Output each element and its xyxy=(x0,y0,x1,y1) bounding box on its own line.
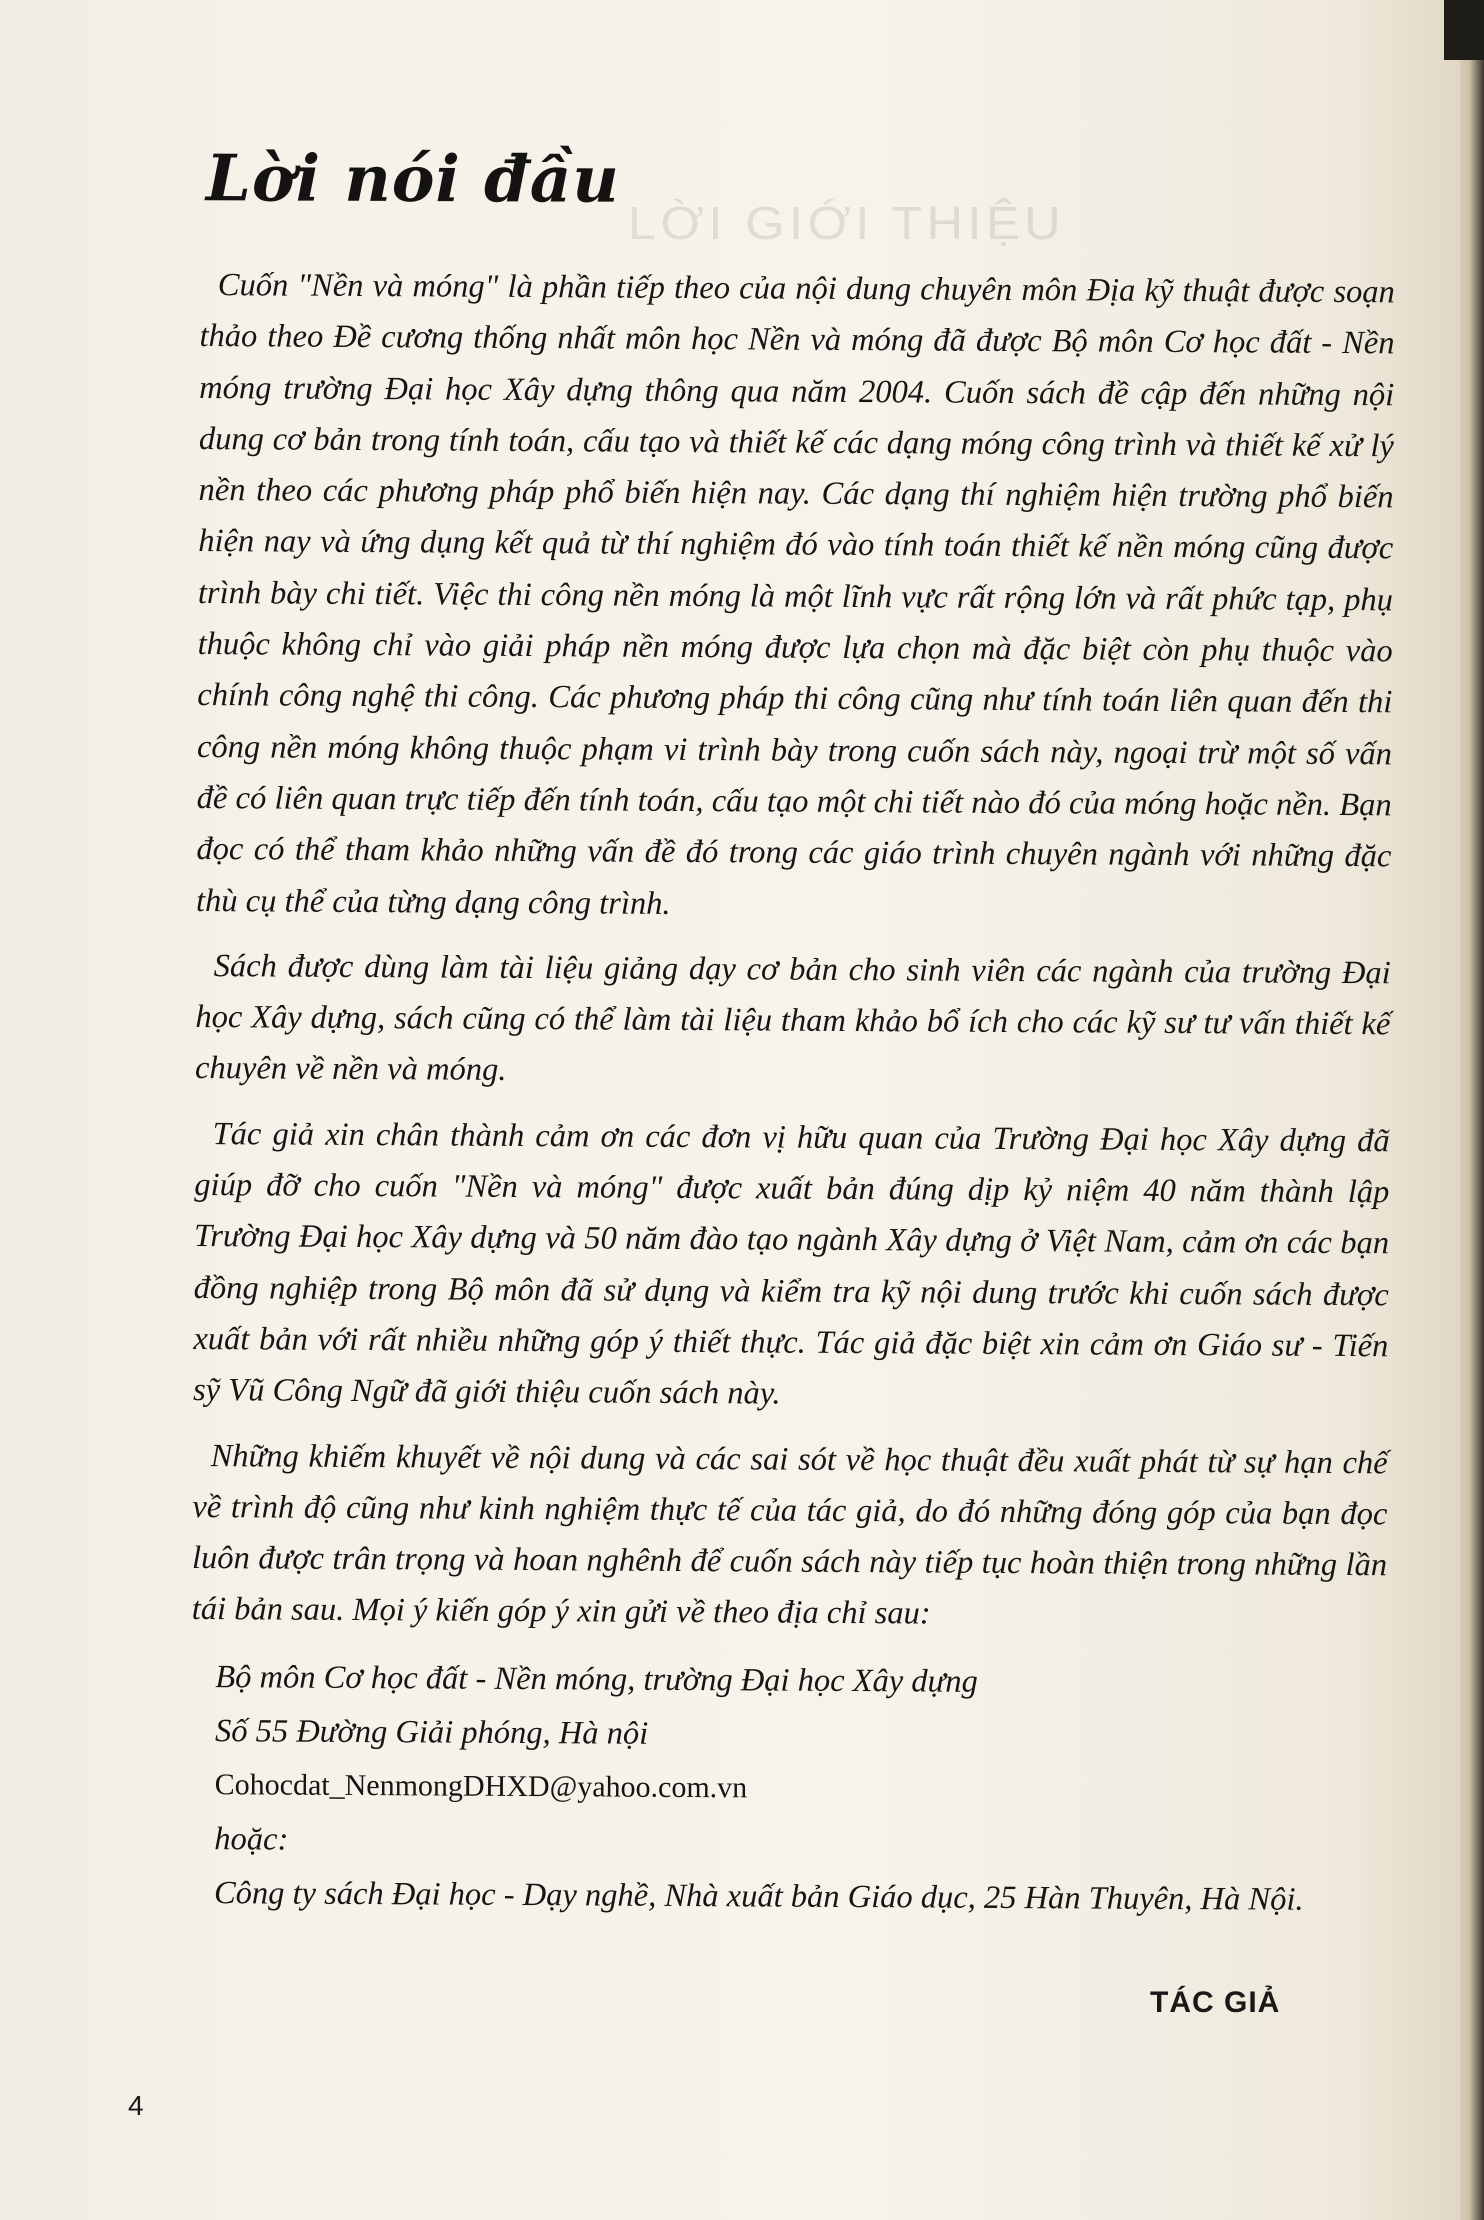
paragraph-1: Cuốn "Nền và móng" là phần tiếp theo của nội dung chuyên môn Địa kỹ thuật được soạn thảo theo Đề cương thống nhất môn học Nền và móng đã được Bộ môn Cơ học đất - Nền móng trường Đại học Xây dựng thông qua năm 2004. Cuốn sách đề cập đến những nội dung cơ bản trong tính toán, cấu tạo và thiết kế các dạng móng công trình và thiết kế xử lý nền theo các phương pháp phổ biến hiện nay. Các dạng thí nghiệm hiện trường phổ biến hiện nay và ứng dụng kết quả từ thí nghiệm đó vào tính toán thiết kế nền móng cũng được trình bày chi tiết. Việc thi công nền móng là một lĩnh vực rất rộng lớn và rất phức tạp, phụ thuộc không chỉ vào giải pháp nền móng được lựa chọn mà đặc biệt còn phụ thuộc vào chính công nghệ thi công. Các phương pháp thi công cũng như tính toán liên quan đến thi công nền móng không thuộc phạm vi trình bày trong cuốn sách này, ngoại trừ một số vấn đề có liên quan trực tiếp đến tính toán, cấu tạo một chi tiết nào đó của móng hoặc nền. Bạn đọc có thể tham khảo những vấn đề đó trong các giáo trình chuyên ngành với những đặc thù cụ thể của từng dạng công trình. xyxy=(195,267,1395,922)
paragraph-4: Những khiếm khuyết về nội dung và các sai sót về học thuật đều xuất phát từ sự hạn chế về trình độ cũng như kinh nghiệm thực tế của tác giả, do đó những đóng góp của bạn đọc luôn được trân trọng và hoan nghênh để cuốn sách này tiếp tục hoàn thiện trong những lần tái bản sau. Mọi ý kiến góp ý xin gửi về theo địa chỉ sau: xyxy=(191,1437,1388,1632)
paragraph-3: Tác giả xin chân thành cảm ơn các đơn vị hữu quan của Trường Đại học Xây dựng đã giúp đỡ cho cuốn "Nền và móng" được xuất bản đúng dịp kỷ niệm 40 năm thành lập Trường Đại học Xây dựng và 50 năm đào tạo ngành Xây dựng ở Việt Nam, cảm ơn các bạn đồng nghiệp trong Bộ môn đã sử dụng và kiểm tra kỹ nội dung trước khi cuốn sách được xuất bản với rất nhiều những góp ý thiết thực. Tác giả đặc biệt xin cảm ơn Giáo sư - Tiến sỹ Vũ Công Ngữ đã giới thiệu cuốn sách này. xyxy=(192,1115,1390,1412)
paragraph-2: Sách được dùng làm tài liệu giảng dạy cơ bản cho sinh viên các ngành của trường Đại học Xây dựng, sách cũng có thể làm tài liệu tham khảo bổ ích cho các kỹ sư tư vấn thiết kế chuyên về nền và móng. xyxy=(194,947,1391,1089)
address-publisher: Công ty sách Đại học - Dạy nghề, Nhà xuất bản Giáo dục, 25 Hàn Thuyên, Hà Nội. xyxy=(213,1874,1304,1918)
address-or: hoặc: xyxy=(214,1820,289,1858)
preface-body xyxy=(190,260,1395,1927)
corner-shadow xyxy=(1444,0,1484,60)
page-heading: Lời nói đầu xyxy=(205,141,620,218)
author-signature: TÁC GIẢ xyxy=(1150,1986,1281,2019)
address-department: Bộ môn Cơ học đất - Nền móng, trường Đại học Xây dựng xyxy=(215,1658,978,1700)
address-email: Cohocdat_NenmongDHXD@yahoo.com.vn xyxy=(214,1767,748,1805)
page-edge-shadow xyxy=(1460,0,1484,2220)
page-number: 4 xyxy=(128,2090,144,2121)
address-street: Số 55 Đường Giải phóng, Hà nội xyxy=(214,1712,649,1752)
contact-address xyxy=(190,1650,1387,1927)
bleed-through-title: LỜI GIỚI THIỆU xyxy=(628,197,1066,249)
